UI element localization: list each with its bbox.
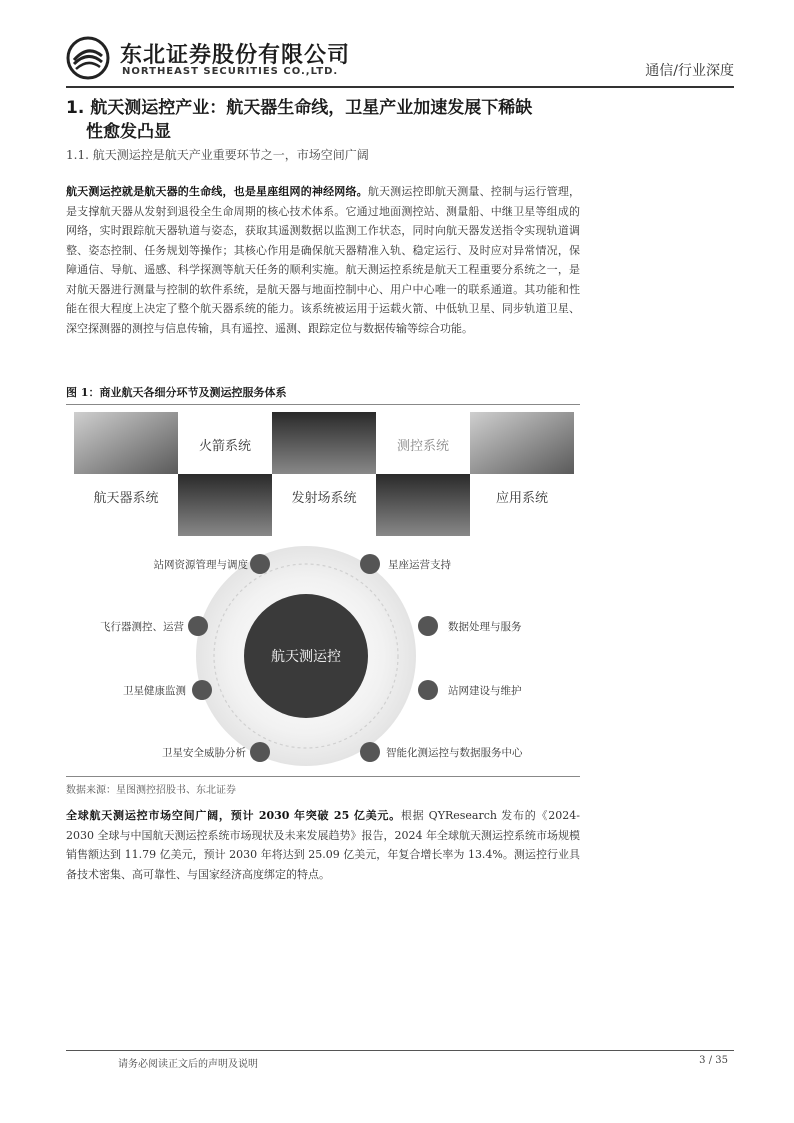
company-logo-icon [66,36,110,80]
section-heading-line1: 1. 航天测运控产业：航天器生命线，卫星产业加速发展下稀缺 [66,98,533,118]
figure-diagram [66,408,580,770]
figure-source: 数据来源：星图测控招股书、东北证券 [66,776,580,796]
node-label: 数据处理与服务 [448,621,522,633]
tile-label-application: 应用系统 [495,491,549,506]
footer-divider [66,1050,734,1051]
tile-label-rocket: 火箭系统 [198,439,252,454]
paragraph-market-lead: 全球航天测运控市场空间广阔，预计 2030 年突破 25 亿美元。 [66,809,401,822]
node-label: 飞行器测控、运营 [100,621,184,633]
node-dot [192,680,212,700]
subsection-heading: 1.1. 航天测运控是航天产业重要环节之一，市场空间广阔 [66,148,369,162]
antenna-photo-tile [376,474,470,536]
rocket-photo-tile [74,412,178,474]
node-dot [250,742,270,762]
node-label: 智能化测运控与数据服务中心 [386,747,523,759]
node-label: 站网建设与维护 [448,685,522,697]
solar-array-photo-tile [470,412,574,474]
footer-disclaimer: 请务必阅读正文后的声明及说明 [118,1059,258,1070]
node-label: 卫星安全威胁分析 [162,747,246,759]
company-name-en: NORTHEAST SECURITIES CO.,LTD. [122,66,339,77]
node-dot [418,680,438,700]
node-dot [360,554,380,574]
section-heading-line2: 性愈发凸显 [86,122,171,142]
paragraph-intro [66,182,580,338]
node-dot [418,616,438,636]
node-label: 站网资源管理与调度 [153,559,248,571]
launch-site-photo-tile [178,474,272,536]
header-divider [66,86,734,88]
section-heading [66,96,586,144]
center-label: 航天测运控 [271,649,341,665]
tile-label-tt: 测控系统 [396,439,450,454]
node-dot [188,616,208,636]
control-center-photo-tile [272,412,376,474]
paragraph-market-body: 根据 QYResearch 发布的《2024-2030 全球与中国航天测运控系统市场现状及未来发展趋势》报告，2024 年全球航天测运控系统市场规模销售额达到 11.79 亿美元，预计 2030 年将达到 25.09 亿美元，年复合增长率为 13.4%。测运控行业具备技术密集、高可靠性、与国家经济高度绑定的特点。 [66,809,580,881]
node-dot [250,554,270,574]
page-header [66,36,734,84]
page-number: 3 / 35 [699,1055,728,1066]
node-label: 卫星健康监测 [123,685,186,697]
figure-title: 图 1：商业航天各细分环节及测运控服务体系 [66,384,580,405]
paragraph-intro-lead: 航天测运控就是航天器的生命线，也是星座组网的神经网络。 [66,185,368,198]
company-name-cn: 东北证券股份有限公司 [120,43,351,68]
tile-label-launch-site: 发射场系统 [291,491,357,506]
paragraph-market [66,806,580,884]
node-label: 星座运营支持 [388,559,451,571]
tile-label-spacecraft: 航天器系统 [93,491,159,506]
paragraph-intro-body: 航天测运控即航天测量、控制与运行管理，是支撑航天器从发射到退役全生命周期的核心技术体系。它通过地面测控站、测量船、中继卫星等组成的网络，实时跟踪航天器轨道与姿态，获取其遥测数据以监测工作状态，同时向航天器发送指令实现轨道调整、姿态控制、任务规划等操作；其核心作用是确保航天器精准入轨、稳定运行、及时应对异常情况，保障通信、导航、遥感、科学探测等航天任务的顺利实施。航天测运控系统是航天工程重要分系统之一，是对航天器进行测量与控制的软件系统，是航天器与地面控制中心、用户中心唯一的联系通道。其功能和性能在很大程度上决定了整个航天器系统的能力。该系统被运用于运载火箭、中低轨卫星、同步轨道卫星、深空探测器的测控与信息传输，具有遥控、遥测、跟踪定位与数据传输等综合功能。 [66,185,581,335]
report-type: 通信/行业深度 [645,63,734,79]
node-dot [360,742,380,762]
